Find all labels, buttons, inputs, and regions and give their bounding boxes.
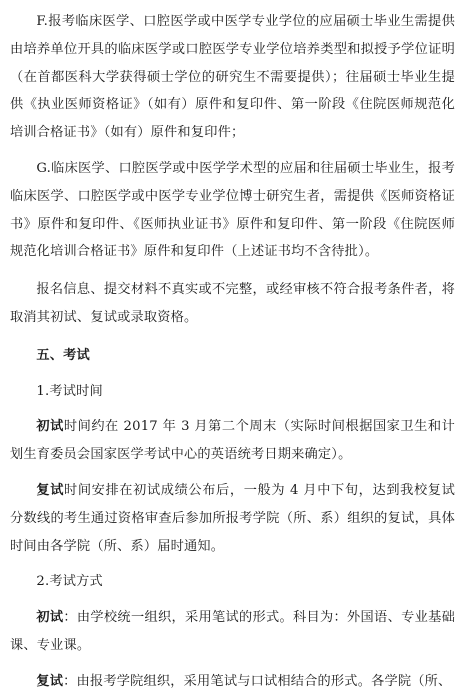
paragraph-initial-time bbox=[10, 413, 455, 469]
text-initial-time: 时间约在 2017 年 3 月第二个周末（实际时间根据国家卫生和计划生育委员会国家医学考试中心的英语统考日期来确定）。 bbox=[10, 419, 455, 463]
text-retest-method: ：由报考学院组织，采用笔试与口试相结合的形式。各学院（所、 bbox=[63, 673, 452, 689]
paragraph-f: F.报考临床医学、口腔医学或中医学专业学位的应届硕士毕业生需提供由培养单位开具的临床医学或口腔医学专业学位培养类型和拟授予学位证明（在首都医科大学获得硕士学位的研究生不需要提供）；往届硕士毕业生提供《执业医师资格证》（如有）原件和复印件、第一阶段《住院医师规范化培训合格证书》（如有）原件和复印件； bbox=[10, 14, 455, 141]
label-initial-exam-method: 初试 bbox=[36, 610, 64, 626]
subheading-exam-time: 1.考试时间 bbox=[36, 383, 103, 399]
text-initial-method: ：由学校统一组织，采用笔试的形式。科目为：外国语、专业基础课、专业课。 bbox=[10, 610, 455, 653]
paragraph-retest-time bbox=[10, 477, 455, 560]
text-retest-time: 时间安排在初试成绩公布后，一般为 4 月中下旬，达到我校复试分数线的考生通过资格审查后参加所报考学院（所、系）组织的复试，具体时间由各学院（所、系）届时通知。 bbox=[10, 482, 455, 554]
section-heading-exam: 五、考试 bbox=[36, 347, 90, 363]
paragraph-false-info: 报名信息、提交材料不真实或不完整，或经审核不符合报考条件者，将取消其初试、复试或录取资格。 bbox=[10, 282, 455, 325]
subheading-exam-method: 2.考试方式 bbox=[36, 574, 103, 590]
paragraph-retest-method bbox=[10, 668, 455, 696]
label-retest: 复试 bbox=[36, 482, 65, 498]
paragraph-initial-method bbox=[10, 604, 455, 660]
label-retest-method: 复试 bbox=[36, 673, 64, 689]
label-initial-exam: 初试 bbox=[36, 419, 64, 435]
paragraph-g: G.临床医学、口腔医学或中医学学术型的应届和往届硕士毕业生，报考临床医学、口腔医学或中医学专业学位博士研究生者，需提供《医师资格证书》原件和复印件、《医师执业证书》原件和复印件、第一阶段《住院医师规范化培训合格证书》原件和复印件（上述证书均不含待批）。 bbox=[10, 160, 455, 260]
